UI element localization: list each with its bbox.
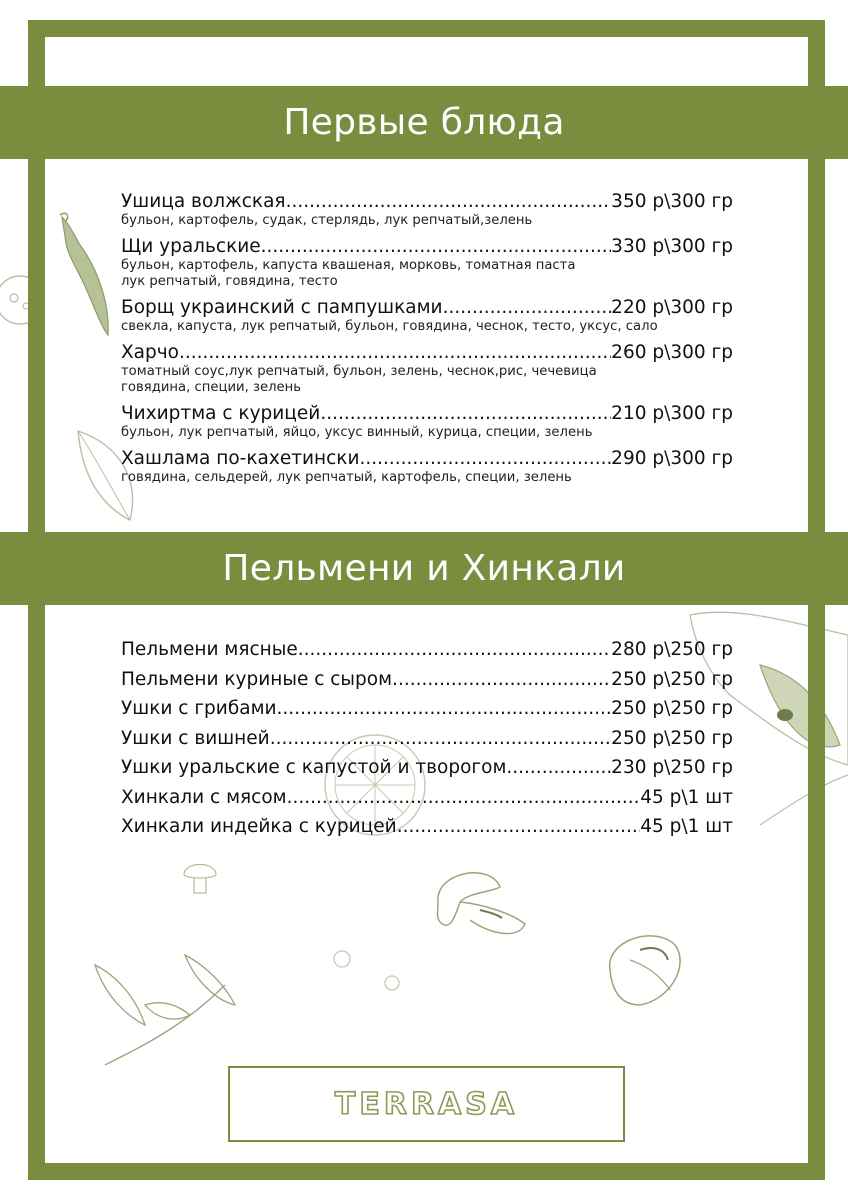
dot-leader <box>320 402 611 425</box>
mushroom-sketch-2 <box>600 920 695 1015</box>
item-description: свекла, капуста, лук репчатый, бульон, говядина, чеснок, тесто, уксус, сало <box>121 319 658 334</box>
menu-item <box>121 235 733 290</box>
item-description: бульон, лук репчатый, яйцо, уксус винный, курица, специи, зелень <box>121 425 593 440</box>
mushroom-sketch-1 <box>430 862 530 952</box>
menu-item <box>121 447 733 486</box>
item-price: 220 р\300 гр <box>611 297 733 318</box>
item-price: 45 р\1 шт <box>640 786 733 808</box>
section-title-text: Первые блюда <box>283 102 565 143</box>
item-description: говядина, специи, зелень <box>121 380 302 395</box>
dot-leader <box>179 341 611 364</box>
item-name: Пельмени куриные с сыром <box>121 668 393 690</box>
item-description: говядина, сельдерей, лук репчатый, картофель, специи, зелень <box>121 470 572 485</box>
item-name: Хинкали с мясом <box>121 786 287 808</box>
dot-leader <box>261 235 612 258</box>
item-description: бульон, картофель, судак, стерлядь, лук репчатый,зелень <box>121 213 533 228</box>
dot-leader <box>277 696 612 722</box>
item-name: Ушки уральские с капустой и творогом <box>121 757 507 778</box>
item-name: Пельмени мясные <box>121 639 298 660</box>
dot-leader <box>298 637 611 663</box>
logo <box>228 1066 625 1142</box>
menu-item <box>121 190 733 229</box>
section-title-dumplings <box>0 532 848 605</box>
item-price: 250 р\250 гр <box>611 698 733 719</box>
item-price: 230 р\250 гр <box>611 757 733 778</box>
item-price: 260 р\300 гр <box>611 342 733 363</box>
item-price: 350 р\300 гр <box>611 191 733 212</box>
menu-item <box>121 696 733 722</box>
menu-item <box>121 402 733 441</box>
peas-sketch <box>330 945 410 995</box>
item-price: 250 р\250 гр <box>611 727 733 749</box>
menu-item <box>121 341 733 396</box>
item-price: 250 р\250 гр <box>611 668 733 690</box>
item-price: 280 р\250 гр <box>611 639 733 660</box>
dot-leader <box>286 190 612 213</box>
item-name: Борщ украинский с пампушками <box>121 297 443 318</box>
dot-leader <box>397 814 641 840</box>
frame-top <box>28 20 825 37</box>
section-title-text: Пельмени и Хинкали <box>222 548 626 589</box>
item-name: Ушки с грибами <box>121 698 277 719</box>
menu-item <box>121 755 733 781</box>
item-description: томатный соус,лук репчатый, бульон, зелень, чеснок,рис, чечевица <box>121 364 597 379</box>
dumplings-list <box>121 637 733 844</box>
item-description: лук репчатый, говядина, тесто <box>121 274 338 289</box>
dot-leader <box>506 755 611 781</box>
first-courses-list <box>121 190 733 492</box>
item-name: Чихиртма с курицей <box>121 403 321 424</box>
item-price: 210 р\300 гр <box>611 403 733 424</box>
item-price: 45 р\1 шт <box>640 816 733 837</box>
frame-bottom <box>28 1163 825 1180</box>
item-name: Ушки с вишней <box>121 727 270 749</box>
menu-item <box>121 667 733 693</box>
dot-leader <box>392 667 611 693</box>
item-name: Хинкали индейка с курицей <box>121 816 397 837</box>
logo-text: TERRASA <box>334 1086 519 1122</box>
item-name: Харчо <box>121 342 180 363</box>
dot-leader <box>287 785 641 811</box>
item-price: 290 р\300 гр <box>611 448 733 469</box>
section-title-first-courses <box>0 86 848 159</box>
item-name: Хашлама по-кахетински <box>121 448 360 469</box>
parsley-sketch <box>85 945 255 1075</box>
item-description: бульон, картофель, капуста квашеная, морковь, томатная паста <box>121 258 576 273</box>
menu-item <box>121 637 733 663</box>
dot-leader <box>270 726 611 752</box>
item-name: Щи уральские <box>121 236 261 257</box>
menu-item <box>121 785 733 811</box>
mushroom-slice-sketch <box>180 855 220 900</box>
item-name: Ушица волжская <box>121 191 286 212</box>
dot-leader <box>359 447 611 470</box>
menu-item <box>121 814 733 840</box>
menu-item <box>121 296 733 335</box>
menu-item <box>121 726 733 752</box>
item-price: 330 р\300 гр <box>611 236 733 257</box>
dot-leader <box>443 296 612 319</box>
